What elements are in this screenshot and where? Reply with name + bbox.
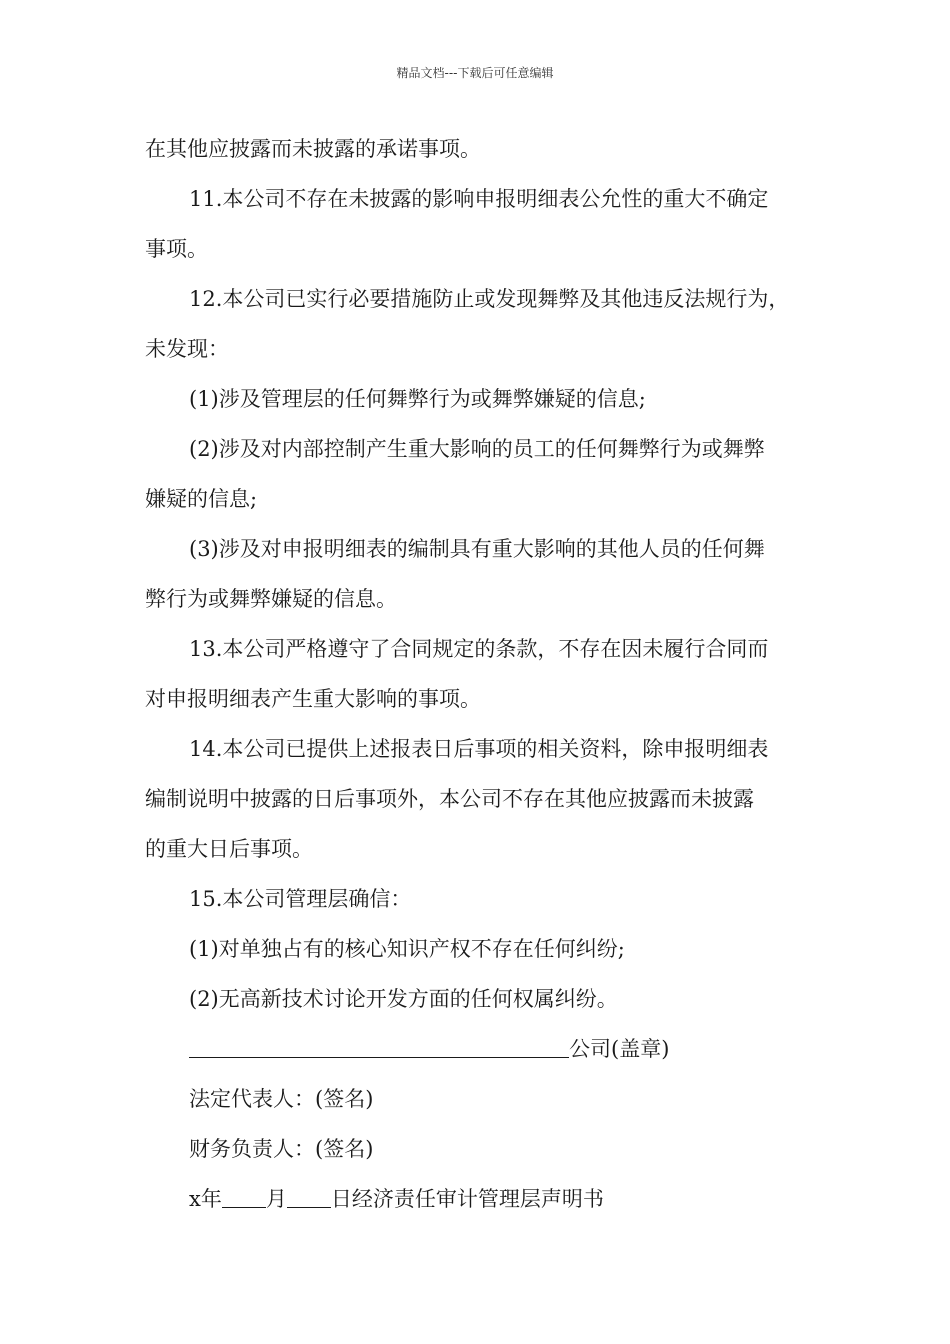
paragraph-line: 编制说明中披露的日后事项外，本公司不存在其他应披露而未披露	[145, 787, 754, 811]
paragraph-line: (1)对单独占有的核心知识产权不存在任何纠纷;	[189, 937, 625, 961]
paragraph-line: (2)无高新技术讨论开发方面的任何权属纠纷。	[189, 987, 618, 1011]
date-year: x年	[189, 1187, 222, 1211]
legal-representative-line: 法定代表人：(签名)	[189, 1087, 374, 1111]
paragraph-line: (1)涉及管理层的任何舞弊行为或舞弊嫌疑的信息;	[189, 387, 646, 411]
page-header: 精品文档---下载后可任意编辑	[396, 66, 554, 80]
paragraph-line: 弊行为或舞弊嫌疑的信息。	[145, 587, 397, 611]
finance-head-line: 财务负责人：(签名)	[189, 1137, 374, 1161]
company-seal-line	[145, 1024, 825, 1074]
company-name-blank	[189, 1035, 569, 1058]
month-blank	[222, 1185, 266, 1208]
date-month: 月	[265, 1187, 287, 1211]
paragraph-line: (3)涉及对申报明细表的编制具有重大影响的其他人员的任何舞	[189, 537, 765, 561]
day-blank	[287, 1185, 331, 1208]
paragraph-line: 的重大日后事项。	[145, 837, 313, 861]
date-line	[145, 1174, 825, 1224]
paragraph-line: 未发现：	[145, 337, 229, 361]
company-seal-label: 公司(盖章)	[569, 1037, 670, 1061]
paragraph-line: 在其他应披露而未披露的承诺事项。	[145, 137, 481, 161]
paragraph-line: 14.本公司已提供上述报表日后事项的相关资料，除申报明细表	[189, 737, 769, 761]
paragraph-line: 事项。	[145, 237, 208, 261]
document-body	[145, 124, 825, 1224]
paragraph-line: 对申报明细表产生重大影响的事项。	[145, 687, 481, 711]
paragraph-line: 11.本公司不存在未披露的影响申报明细表公允性的重大不确定	[189, 187, 769, 211]
date-tail-title: 日经济责任审计管理层声明书	[330, 1187, 604, 1211]
paragraph-line: 15.本公司管理层确信：	[189, 887, 412, 911]
paragraph-line: (2)涉及对内部控制产生重大影响的员工的任何舞弊行为或舞弊	[189, 437, 765, 461]
paragraph-line: 嫌疑的信息;	[145, 487, 258, 511]
paragraph-line: 13.本公司严格遵守了合同规定的条款，不存在因未履行合同而	[189, 637, 769, 661]
paragraph-line: 12.本公司已实行必要措施防止或发现舞弊及其他违反法规行为，	[189, 287, 790, 311]
